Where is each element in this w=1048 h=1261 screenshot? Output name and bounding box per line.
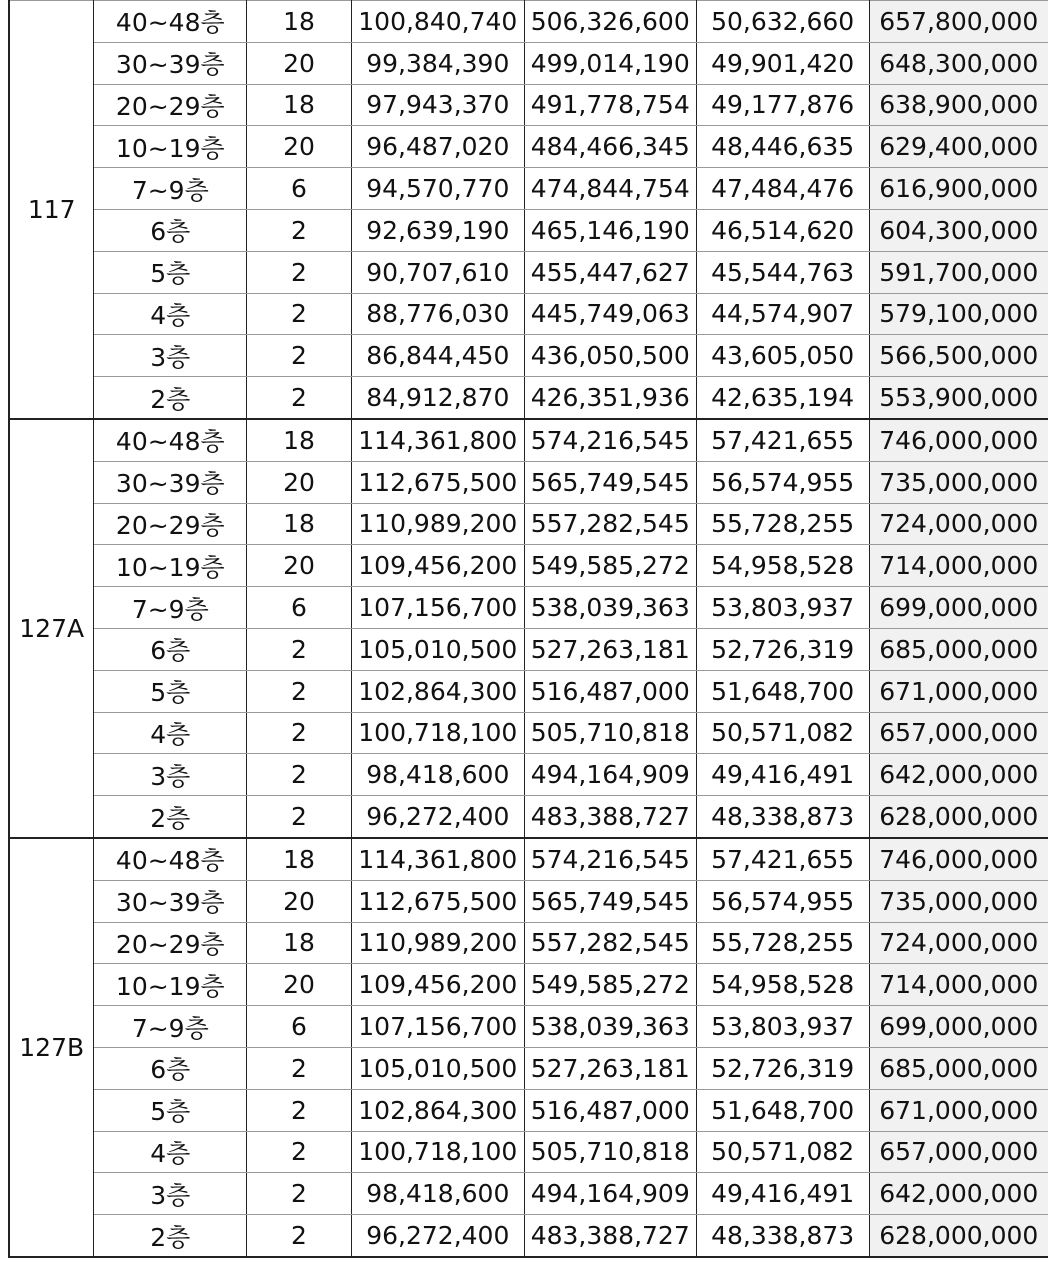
land-price-cell: 109,456,200: [351, 964, 524, 1006]
table-row: [9, 754, 1048, 796]
table-row: [9, 964, 1048, 1006]
vat-cell: 51,648,700: [696, 1089, 869, 1131]
floor-cell: 4층: [94, 712, 247, 754]
land-price-cell: 102,864,300: [351, 670, 524, 712]
units-cell: 2: [247, 712, 352, 754]
total-price-cell: 616,900,000: [869, 168, 1048, 210]
total-price-cell: 699,000,000: [869, 587, 1048, 629]
units-cell: 18: [247, 503, 352, 545]
building-price-cell: 491,778,754: [524, 84, 696, 126]
units-cell: 18: [247, 1, 352, 43]
land-price-cell: 100,718,100: [351, 1131, 524, 1173]
total-price-cell: 735,000,000: [869, 880, 1048, 922]
floor-cell: 10~19층: [94, 964, 247, 1006]
floor-cell: 2층: [94, 377, 247, 419]
floor-cell: 20~29층: [94, 503, 247, 545]
total-price-cell: 657,800,000: [869, 1, 1048, 43]
total-price-cell: 604,300,000: [869, 209, 1048, 251]
floor-cell: 3층: [94, 335, 247, 377]
building-price-cell: 465,146,190: [524, 209, 696, 251]
table-row: [9, 1173, 1048, 1215]
floor-cell: 5층: [94, 251, 247, 293]
building-price-cell: 494,164,909: [524, 754, 696, 796]
building-price-cell: 516,487,000: [524, 670, 696, 712]
land-price-cell: 110,989,200: [351, 503, 524, 545]
table-row: [9, 126, 1048, 168]
units-cell: 2: [247, 1131, 352, 1173]
land-price-cell: 105,010,500: [351, 1047, 524, 1089]
land-price-cell: 109,456,200: [351, 545, 524, 587]
floor-cell: 4층: [94, 1131, 247, 1173]
table-row: [9, 628, 1048, 670]
land-price-cell: 102,864,300: [351, 1089, 524, 1131]
table-row: [9, 1047, 1048, 1089]
units-cell: 2: [247, 670, 352, 712]
building-price-cell: 549,585,272: [524, 545, 696, 587]
total-price-cell: 628,000,000: [869, 796, 1048, 838]
units-cell: 20: [247, 880, 352, 922]
table-row: [9, 880, 1048, 922]
units-cell: 20: [247, 126, 352, 168]
table-row: [9, 1215, 1048, 1257]
vat-cell: 52,726,319: [696, 628, 869, 670]
units-cell: 6: [247, 587, 352, 629]
units-cell: 18: [247, 419, 352, 461]
land-price-cell: 110,989,200: [351, 922, 524, 964]
floor-cell: 20~29층: [94, 84, 247, 126]
floor-cell: 3층: [94, 754, 247, 796]
floor-cell: 2층: [94, 1215, 247, 1257]
unit-type-cell: 127B: [9, 838, 94, 1257]
land-price-cell: 92,639,190: [351, 209, 524, 251]
vat-cell: 57,421,655: [696, 419, 869, 461]
land-price-cell: 86,844,450: [351, 335, 524, 377]
table-row: [9, 712, 1048, 754]
table-row: [9, 838, 1048, 880]
land-price-cell: 105,010,500: [351, 628, 524, 670]
table-row: [9, 461, 1048, 503]
land-price-cell: 98,418,600: [351, 1173, 524, 1215]
floor-cell: 40~48층: [94, 419, 247, 461]
table-row: [9, 84, 1048, 126]
building-price-cell: 574,216,545: [524, 838, 696, 880]
units-cell: 2: [247, 377, 352, 419]
land-price-cell: 96,272,400: [351, 1215, 524, 1257]
table-row: [9, 1131, 1048, 1173]
units-cell: 2: [247, 628, 352, 670]
total-price-cell: 648,300,000: [869, 42, 1048, 84]
land-price-cell: 107,156,700: [351, 587, 524, 629]
building-price-cell: 565,749,545: [524, 880, 696, 922]
units-cell: 20: [247, 461, 352, 503]
building-price-cell: 549,585,272: [524, 964, 696, 1006]
units-cell: 2: [247, 293, 352, 335]
building-price-cell: 445,749,063: [524, 293, 696, 335]
price-table-container: [8, 0, 1048, 1258]
floor-cell: 30~39층: [94, 42, 247, 84]
building-price-cell: 506,326,600: [524, 1, 696, 43]
table-row: [9, 168, 1048, 210]
vat-cell: 50,632,660: [696, 1, 869, 43]
building-price-cell: 483,388,727: [524, 1215, 696, 1257]
building-price-cell: 574,216,545: [524, 419, 696, 461]
building-price-cell: 538,039,363: [524, 1006, 696, 1048]
units-cell: 2: [247, 754, 352, 796]
vat-cell: 49,416,491: [696, 1173, 869, 1215]
units-cell: 2: [247, 209, 352, 251]
table-row: [9, 1, 1048, 43]
price-table-body: [9, 1, 1048, 1257]
units-cell: 6: [247, 168, 352, 210]
table-row: [9, 922, 1048, 964]
vat-cell: 54,958,528: [696, 964, 869, 1006]
vat-cell: 42,635,194: [696, 377, 869, 419]
floor-cell: 30~39층: [94, 461, 247, 503]
total-price-cell: 657,000,000: [869, 1131, 1048, 1173]
vat-cell: 49,416,491: [696, 754, 869, 796]
building-price-cell: 436,050,500: [524, 335, 696, 377]
units-cell: 20: [247, 964, 352, 1006]
units-cell: 18: [247, 84, 352, 126]
building-price-cell: 505,710,818: [524, 712, 696, 754]
floor-cell: 4층: [94, 293, 247, 335]
floor-cell: 6층: [94, 209, 247, 251]
land-price-cell: 94,570,770: [351, 168, 524, 210]
vat-cell: 53,803,937: [696, 587, 869, 629]
vat-cell: 55,728,255: [696, 503, 869, 545]
building-price-cell: 426,351,936: [524, 377, 696, 419]
vat-cell: 52,726,319: [696, 1047, 869, 1089]
floor-cell: 7~9층: [94, 587, 247, 629]
vat-cell: 45,544,763: [696, 251, 869, 293]
building-price-cell: 527,263,181: [524, 1047, 696, 1089]
building-price-cell: 557,282,545: [524, 503, 696, 545]
table-row: [9, 42, 1048, 84]
total-price-cell: 671,000,000: [869, 1089, 1048, 1131]
land-price-cell: 99,384,390: [351, 42, 524, 84]
units-cell: 2: [247, 1089, 352, 1131]
floor-cell: 10~19층: [94, 126, 247, 168]
units-cell: 18: [247, 922, 352, 964]
total-price-cell: 566,500,000: [869, 335, 1048, 377]
land-price-cell: 97,943,370: [351, 84, 524, 126]
land-price-cell: 88,776,030: [351, 293, 524, 335]
floor-cell: 6층: [94, 628, 247, 670]
floor-cell: 6층: [94, 1047, 247, 1089]
table-row: [9, 587, 1048, 629]
total-price-cell: 746,000,000: [869, 419, 1048, 461]
table-row: [9, 796, 1048, 838]
building-price-cell: 494,164,909: [524, 1173, 696, 1215]
units-cell: 2: [247, 1047, 352, 1089]
total-price-cell: 591,700,000: [869, 251, 1048, 293]
floor-cell: 7~9층: [94, 1006, 247, 1048]
floor-cell: 20~29층: [94, 922, 247, 964]
land-price-cell: 100,840,740: [351, 1, 524, 43]
units-cell: 6: [247, 1006, 352, 1048]
vat-cell: 48,338,873: [696, 1215, 869, 1257]
table-row: [9, 1089, 1048, 1131]
land-price-cell: 100,718,100: [351, 712, 524, 754]
vat-cell: 56,574,955: [696, 461, 869, 503]
vat-cell: 44,574,907: [696, 293, 869, 335]
vat-cell: 46,514,620: [696, 209, 869, 251]
floor-cell: 3층: [94, 1173, 247, 1215]
vat-cell: 57,421,655: [696, 838, 869, 880]
vat-cell: 55,728,255: [696, 922, 869, 964]
vat-cell: 43,605,050: [696, 335, 869, 377]
units-cell: 2: [247, 335, 352, 377]
vat-cell: 51,648,700: [696, 670, 869, 712]
vat-cell: 48,446,635: [696, 126, 869, 168]
land-price-cell: 112,675,500: [351, 880, 524, 922]
building-price-cell: 516,487,000: [524, 1089, 696, 1131]
land-price-cell: 90,707,610: [351, 251, 524, 293]
vat-cell: 50,571,082: [696, 1131, 869, 1173]
building-price-cell: 527,263,181: [524, 628, 696, 670]
total-price-cell: 629,400,000: [869, 126, 1048, 168]
vat-cell: 54,958,528: [696, 545, 869, 587]
building-price-cell: 455,447,627: [524, 251, 696, 293]
vat-cell: 56,574,955: [696, 880, 869, 922]
table-row: [9, 251, 1048, 293]
land-price-cell: 96,487,020: [351, 126, 524, 168]
land-price-cell: 107,156,700: [351, 1006, 524, 1048]
total-price-cell: 642,000,000: [869, 1173, 1048, 1215]
total-price-cell: 735,000,000: [869, 461, 1048, 503]
land-price-cell: 114,361,800: [351, 838, 524, 880]
units-cell: 20: [247, 545, 352, 587]
units-cell: 20: [247, 42, 352, 84]
land-price-cell: 112,675,500: [351, 461, 524, 503]
floor-cell: 40~48층: [94, 838, 247, 880]
building-price-cell: 483,388,727: [524, 796, 696, 838]
building-price-cell: 565,749,545: [524, 461, 696, 503]
floor-cell: 7~9층: [94, 168, 247, 210]
units-cell: 18: [247, 838, 352, 880]
units-cell: 2: [247, 1215, 352, 1257]
total-price-cell: 628,000,000: [869, 1215, 1048, 1257]
floor-cell: 5층: [94, 1089, 247, 1131]
total-price-cell: 724,000,000: [869, 503, 1048, 545]
price-table: [8, 0, 1048, 1258]
table-row: [9, 209, 1048, 251]
vat-cell: 48,338,873: [696, 796, 869, 838]
units-cell: 2: [247, 796, 352, 838]
floor-cell: 30~39층: [94, 880, 247, 922]
total-price-cell: 553,900,000: [869, 377, 1048, 419]
building-price-cell: 484,466,345: [524, 126, 696, 168]
building-price-cell: 505,710,818: [524, 1131, 696, 1173]
table-row: [9, 545, 1048, 587]
total-price-cell: 671,000,000: [869, 670, 1048, 712]
total-price-cell: 638,900,000: [869, 84, 1048, 126]
vat-cell: 53,803,937: [696, 1006, 869, 1048]
floor-cell: 10~19층: [94, 545, 247, 587]
vat-cell: 50,571,082: [696, 712, 869, 754]
land-price-cell: 114,361,800: [351, 419, 524, 461]
floor-cell: 5층: [94, 670, 247, 712]
table-row: [9, 503, 1048, 545]
units-cell: 2: [247, 251, 352, 293]
vat-cell: 49,177,876: [696, 84, 869, 126]
land-price-cell: 98,418,600: [351, 754, 524, 796]
total-price-cell: 699,000,000: [869, 1006, 1048, 1048]
total-price-cell: 714,000,000: [869, 964, 1048, 1006]
unit-type-cell: 117: [9, 1, 94, 419]
total-price-cell: 724,000,000: [869, 922, 1048, 964]
total-price-cell: 714,000,000: [869, 545, 1048, 587]
total-price-cell: 642,000,000: [869, 754, 1048, 796]
building-price-cell: 499,014,190: [524, 42, 696, 84]
table-row: [9, 377, 1048, 419]
land-price-cell: 84,912,870: [351, 377, 524, 419]
building-price-cell: 474,844,754: [524, 168, 696, 210]
total-price-cell: 657,000,000: [869, 712, 1048, 754]
total-price-cell: 579,100,000: [869, 293, 1048, 335]
land-price-cell: 96,272,400: [351, 796, 524, 838]
table-row: [9, 335, 1048, 377]
table-row: [9, 293, 1048, 335]
building-price-cell: 557,282,545: [524, 922, 696, 964]
total-price-cell: 685,000,000: [869, 1047, 1048, 1089]
unit-type-cell: 127A: [9, 419, 94, 838]
building-price-cell: 538,039,363: [524, 587, 696, 629]
floor-cell: 2층: [94, 796, 247, 838]
total-price-cell: 746,000,000: [869, 838, 1048, 880]
table-row: [9, 670, 1048, 712]
table-row: [9, 419, 1048, 461]
total-price-cell: 685,000,000: [869, 628, 1048, 670]
vat-cell: 47,484,476: [696, 168, 869, 210]
units-cell: 2: [247, 1173, 352, 1215]
table-row: [9, 1006, 1048, 1048]
vat-cell: 49,901,420: [696, 42, 869, 84]
floor-cell: 40~48층: [94, 1, 247, 43]
